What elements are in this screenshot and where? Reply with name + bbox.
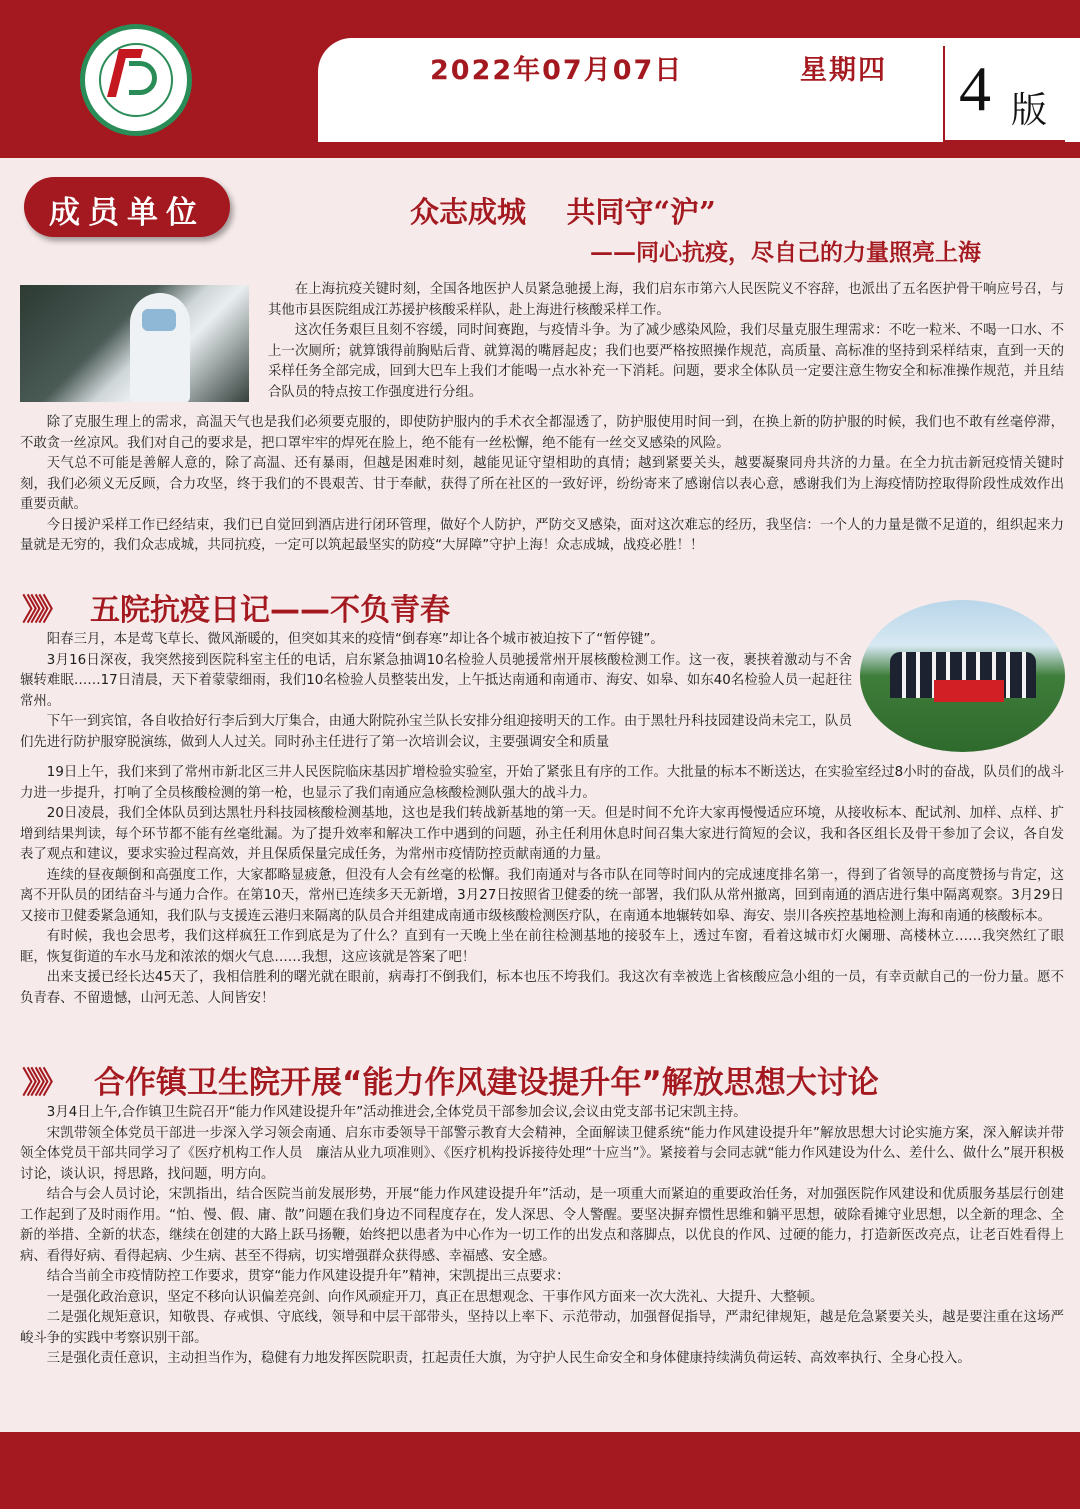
article2-title: 五院抗疫日记——不负青春	[90, 593, 450, 628]
article2-paragraph: 下午一到宾馆，各自收拾好行李后到大厅集合，由通大附院孙宝兰队长安排分组迎接明天的工作。由于黑牡丹科技园建设尚未完工，队员们先进行防护服穿脱演练，做到人人过关。同时孙主任进行了第一次培训会议，主要强调安全和质量	[20, 714, 852, 750]
article1-paragraph: 这次任务艰巨且刻不容缓，同时间赛跑，与疫情斗争。为了减少感染风险，我们尽量克服生理需求：不吃一粒米、不喝一口水、不上一次厕所；就算饿得前胸贴后背、就算渴的嘴唇起皮；我们也要严格按照操作规范，高质量、高标准的坚持到采样结束，直到一天的采样任务全部完成，回到大巴车上我们才能喝一点水补充一下消耗。问题，要求全体队员一定要注意生物安全和标准操作规范，并且结合队员的特点按工作强度进行分组。	[268, 323, 1064, 400]
article1-paragraph: 除了克服生理上的需求，高温天气也是我们必须要克服的，即使防护服内的手术衣全都湿透了，防护服使用时间一到，在换上新的防护服的时候，我们也不敢有丝毫停滞，不敢贪一丝凉风。我们对自己的要求是，把口罩牢牢的焊死在脸上，绝不能有一丝松懈，绝不能有一丝交叉感染的风险。	[20, 415, 1064, 451]
article3-paragraph: 3月4日上午,合作镇卫生院召开“能力作风建设提升年”活动推进会,全体党员干部参加会议,会议由党支部书记宋凯主持。	[46, 1105, 747, 1120]
article1-photo	[20, 285, 249, 402]
article2-group-photo	[860, 600, 1065, 752]
article2-paragraph: 20日凌晨，我们全体队员到达黑牡丹科技园核酸检测基地，这也是我们转战新基地的第一天。但是时间不允许大家再慢慢适应环境，从接收标本、配试剂、加样、点样、扩增到结果判读，每个环节都不能有丝毫纰漏。为了提升效率和解决工作中遇到的问题，孙主任利用休息时间召集大家进行简短的会议，我和各区组长及骨干参加了会议，各自发表了观点和建议，要求实验过程高效，并且保质保量完成任务，为常州市疫情防控贡献南通的力量。	[20, 806, 1064, 862]
issue-date: 2022年07月07日	[430, 55, 684, 86]
section-badge	[24, 177, 230, 237]
article1-body-beside-photo	[268, 280, 1064, 403]
article1-title: 众志成城 共同守“沪”	[410, 195, 716, 229]
edition-box	[943, 46, 1065, 142]
article2-body	[20, 763, 1064, 1009]
article3-body	[20, 1103, 1064, 1370]
article3-paragraph: 三是强化责任意识，主动担当作为，稳健有力地发挥医院职责，扛起责任大旗，为守护人民生命安全和身体健康持续满负荷运转、高效率执行、全身心投入。	[46, 1351, 971, 1366]
article1-body	[20, 413, 1064, 557]
article2-paragraph: 有时候，我也会思考，我们这样疯狂工作到底是为了什么？直到有一天晚上坐在前往检测基地的接驳车上，透过车窗，看着这城市灯火阑珊、高楼林立……我突然红了眼眶，恢复街道的车水马龙和浓浓的烟火气息……我想，这应该就是答案了吧！	[20, 929, 1064, 965]
article1-paragraph: 今日援沪采样工作已经结束，我们已自觉回到酒店进行闭环管理，做好个人防护，严防交叉感染，面对这次难忘的经历，我坚信：一个人的力量是微不足道的，组织起来力量就是无穷的，我们众志成城，共同抗疫，一定可以筑起最坚实的防疫“大屏障”守护上海！众志成城，战疫必胜！！	[20, 517, 1064, 553]
article1-paragraph: 在上海抗疫关键时刻，全国各地医护人员紧急驰援上海，我们启东市第六人民医院义不容辞，也派出了五名医护骨干响应号召，与其他市县医院组成江苏援护核酸采样队，赴上海进行核酸采样工作。	[268, 282, 1064, 318]
article1-subtitle: ——同心抗疫，尽自己的力量照亮上海	[590, 239, 981, 266]
article2-paragraph: 连续的昼夜颠倒和高强度工作，大家都略显疲惫，但没有人会有丝毫的松懈。我们南通对与各市队在同等时间内的完成速度排名第一，得到了省领导的高度赞扬与肯定，这离不开队员的团结奋斗与通力合作。在第10天，常州已连续多天无新增，3月27日按照省卫健委的统一部署，我们队从常州撤离，回到南通的酒店进行集中隔离观察。3月29日又接市卫健委紧急通知，我们队与支援连云港归来隔离的队员合并组建成南通市级核酸检测医疗队，在南通本地辗转如皋、海安、崇川各疾控基地检测上海和南通的核酸标本。	[20, 867, 1064, 924]
issue-weekday: 星期四	[800, 55, 887, 86]
face-shield-figure	[142, 309, 176, 331]
article3-paragraph: 一是强化政治意识，坚定不移向认识偏差亮剑、向作风顽症开刀，真正在思想观念、干事作风方面来一次大洗礼、大提升、大整顿。	[46, 1289, 824, 1305]
edition-suffix: 版	[1011, 90, 1048, 130]
article3-title: 合作镇卫生院开展“能力作风建设提升年”解放思想大讨论	[94, 1065, 879, 1101]
article2-paragraph: 出来支援已经长达45天了，我相信胜利的曙光就在眼前，病毒打不倒我们，标本也压不垮我们。我这次有幸被选上省核酸应急小组的一员，有幸贡献自己的一份力量。愿不负青春、不留遗憾，山河无恙、人间皆安！	[20, 970, 1064, 1006]
chevron-right-icon: 》》》	[22, 593, 61, 628]
red-banner-figure	[934, 680, 1004, 702]
article2-body-beside-photo	[20, 630, 852, 753]
article3-paragraph: 二是强化规矩意识，知敬畏、存戒惧、守底线，领导和中层干部带头，坚持以上率下、示范带动，加强督促指导，严肃纪律规矩，越是危急紧要关头，越是要注重在这场严峻斗争的实践中考察识别干部。	[20, 1310, 1064, 1346]
section-badge-label: 成员单位	[49, 195, 205, 231]
hospital-group-logo-icon	[80, 24, 192, 136]
article2-paragraph: 阳春三月，本是莺飞草长、微风渐暖的，但突如其来的疫情“倒春寒”却让各个城市被迫按下了“暂停键”。	[46, 632, 664, 647]
chevron-right-icon: 》》》	[22, 1066, 61, 1101]
edition-number: 4	[959, 53, 991, 124]
footer-band	[0, 1432, 1080, 1509]
article2-paragraph: 19日上午，我们来到了常州市新北区三井人民医院临床基因扩增检验实验室，开始了紧张且有序的工作。大批量的标本不断送达，在实验室经过8小时的奋战，队员们的战斗力进一步提升，打响了全员核酸检测的第一枪，也显示了我们南通应急核酸检测队强大的战斗力。	[20, 765, 1064, 801]
article2-paragraph: 3月16日深夜，我突然接到医院科室主任的电话，启东紧急抽调10名检验人员驰援常州开展核酸检测工作。这一夜，裹挟着激动与不舍辗转难眠……17日清晨，天下着蒙蒙细雨，我们10名检验人员整装出发，上午抵达南通和南通市、海安、如皋、如东40名检验人员一起赶往常州。	[20, 652, 852, 709]
article3-paragraph: 宋凯带领全体党员干部进一步深入学习领会南通、启东市委领导干部警示教育大会精神，全面解读卫健系统“能力作风建设提升年”解放思想大讨论实施方案，深入解读并带领全体党员干部共同学习了《医疗机构工作人员 廉洁从业九项准则》、《医疗机构投诉接待处理“十应当”》。紧接着与会同志就“能力作风建设为什么、差什么、做什么”展开积极讨论，谈认识，捋思路，找问题，明方向。	[20, 1125, 1064, 1182]
article3-paragraph: 结合与会人员讨论，宋凯指出，结合医院当前发展形势，开展“能力作风建设提升年”活动，是一项重大而紧迫的重要政治任务，对加强医院作风建设和优质服务基层行创建工作起到了及时雨作用。“怕、慢、假、庸、散”问题在我们身边不同程度存在，发人深思、令人警醒。要坚决摒弃惯性思维和躺平思想，破除看摊守业思想，以全新的理念、全新的举措、全新的状态，继续在创建的大路上跃马扬鞭，始终把以患者为中心作为一切工作的出发点和落脚点，以优良的作风、过硬的能力，打造新医改亮点，让老百姓看得上病、看得好病、看得起病、少生病、甚至不得病，切实增强群众获得感、幸福感、安全感。	[20, 1187, 1064, 1264]
article3-paragraph: 结合当前全市疫情防控工作要求，贯穿“能力作风建设提升年”精神，宋凯提出三点要求：	[46, 1269, 570, 1284]
article1-paragraph: 天气总不可能是善解人意的，除了高温、还有暴雨，但越是困难时刻，越能见证守望相助的真情；越到紧要关头，越要凝聚同舟共济的力量。在全力抗击新冠疫情关键时刻，我们必须义无反顾，合力攻坚，终于我们的不畏艰苦、甘于奉献，获得了所在社区的一致好评，纷纷寄来了感谢信以表心意，感谢我们为上海疫情防控取得阶段性成效作出重要贡献。	[20, 456, 1064, 512]
